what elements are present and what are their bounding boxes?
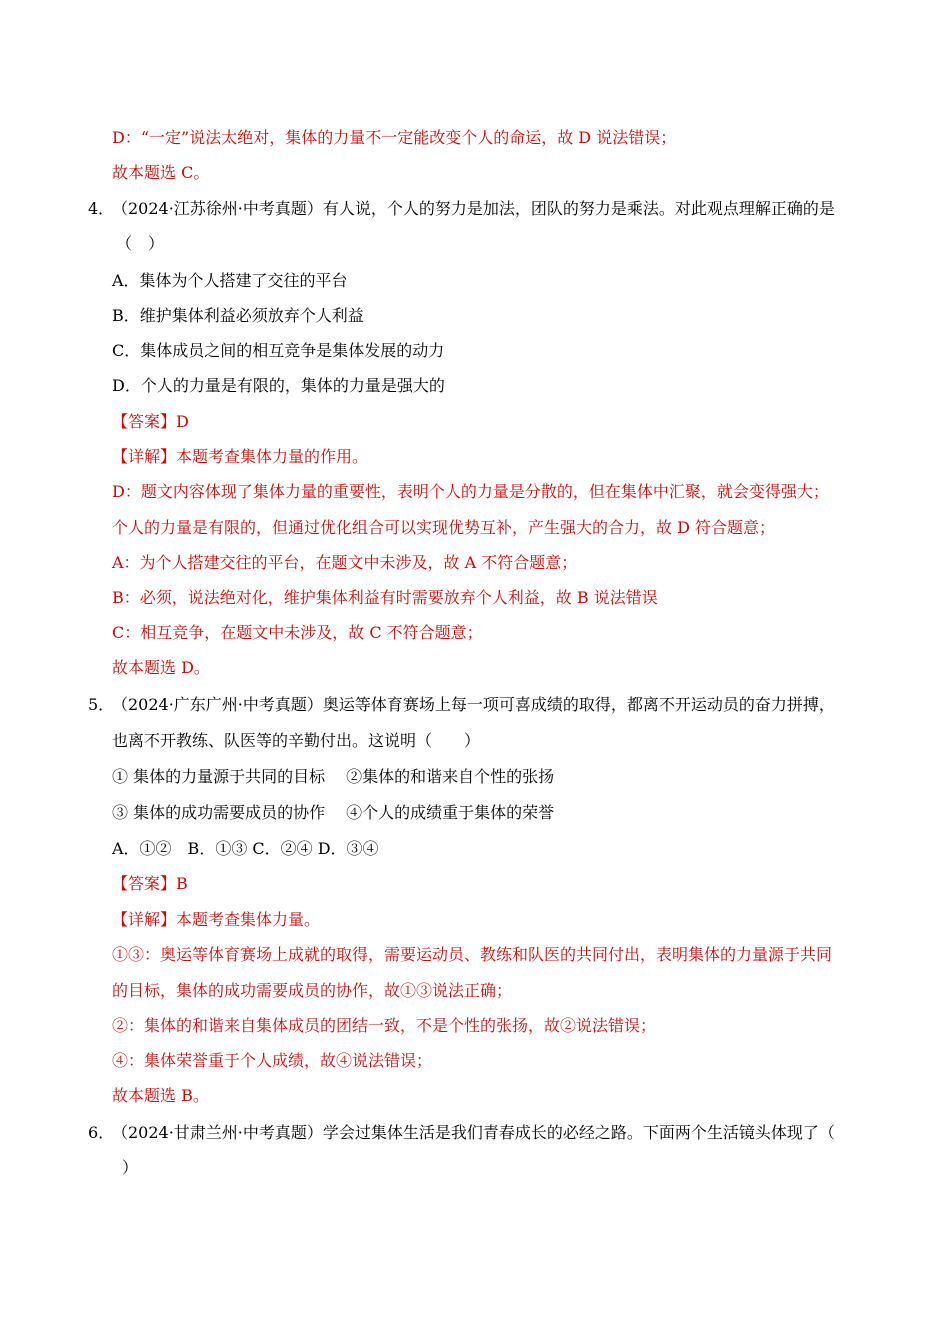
q5-options: A．①② B．①③ C．②④ D．③④	[112, 839, 379, 858]
q5-detail-title: 【详解】本题考查集体力量。	[112, 910, 321, 929]
q4-conclusion: 故本题选 D。	[112, 658, 210, 677]
q4-analysis-line: D：题文内容体现了集体力量的重要性，表明个人的力量是分散的，但在集体中汇聚，就会变得强大；	[112, 482, 829, 501]
q5-statements-line1: ① 集体的力量源于共同的目标 ②集体的和谐来自个性的张扬	[112, 767, 555, 786]
q4-stem-line1: （2024·江苏徐州·中考真题）有人说，个人的努力是加法，团队的努力是乘法。对此观点理解正确的是	[112, 199, 835, 218]
q4-option-b: B．维护集体利益必须放弃个人利益	[112, 306, 364, 325]
q4-analysis-line: C：相互竞争，在题文中未涉及，故 C 不符合题意；	[112, 623, 483, 642]
q4-option-a: A．集体为个人搭建了交往的平台	[112, 271, 348, 290]
q5-analysis-line: 的目标，集体的成功需要成员的协作，故①③说法正确；	[112, 981, 513, 1000]
prev-conclusion: 故本题选 C。	[112, 163, 210, 182]
q6-stem-line1: （2024·甘肃兰州·中考真题）学会过集体生活是我们青春成长的必经之路。下面两个生活镜头体现了（	[112, 1123, 835, 1142]
q4-number: 4．	[88, 199, 115, 218]
q4-option-d: D．个人的力量是有限的，集体的力量是强大的	[112, 376, 445, 395]
q5-answer: 【答案】B	[112, 874, 188, 893]
q5-conclusion: 故本题选 B。	[112, 1086, 209, 1105]
q4-detail-title: 【详解】本题考查集体力量的作用。	[112, 447, 369, 466]
q5-stem-line1: （2024·广东广州·中考真题）奥运等体育赛场上每一项可喜成绩的取得，都离不开运动员的奋力拼搏，	[112, 695, 835, 714]
q6-number: 6．	[88, 1123, 115, 1142]
q4-answer: 【答案】D	[112, 412, 189, 431]
q5-analysis-line: ④：集体荣誉重于个人成绩，故④说法错误；	[112, 1051, 433, 1070]
q4-analysis-line: B：必须，说法绝对化，维护集体利益有时需要放弃个人利益，故 B 说法错误	[112, 588, 658, 607]
prev-option-d-analysis: D：“一定”说法太绝对，集体的力量不一定能改变个人的命运，故 D 说法错误；	[112, 128, 677, 147]
q5-analysis-line: ①③：奥运等体育赛场上成就的取得，需要运动员、教练和队医的共同付出，表明集体的力量源于共同	[112, 945, 833, 964]
q5-statements-line2: ③ 集体的成功需要成员的协作 ④个人的成绩重于集体的荣誉	[112, 803, 555, 822]
q4-option-c: C．集体成员之间的相互竞争是集体发展的动力	[112, 341, 445, 360]
q4-analysis-line: 个人的力量是有限的，但通过优化组合可以实现优势互补，产生强大的合力，故 D 符合题意；	[112, 518, 776, 537]
q5-analysis-line: ②：集体的和谐来自集体成员的团结一致，不是个性的张扬，故②说法错误；	[112, 1016, 657, 1035]
q6-stem-line2: ）	[122, 1158, 139, 1177]
q4-analysis-line: A：为个人搭建交往的平台，在题文中未涉及，故 A 不符合题意；	[112, 553, 578, 572]
q5-number: 5．	[88, 695, 115, 714]
q5-stem-line2: 也离不开教练、队医等的辛勤付出。这说明（ ）	[112, 731, 481, 750]
q4-stem-line2: （ ）	[116, 234, 165, 253]
